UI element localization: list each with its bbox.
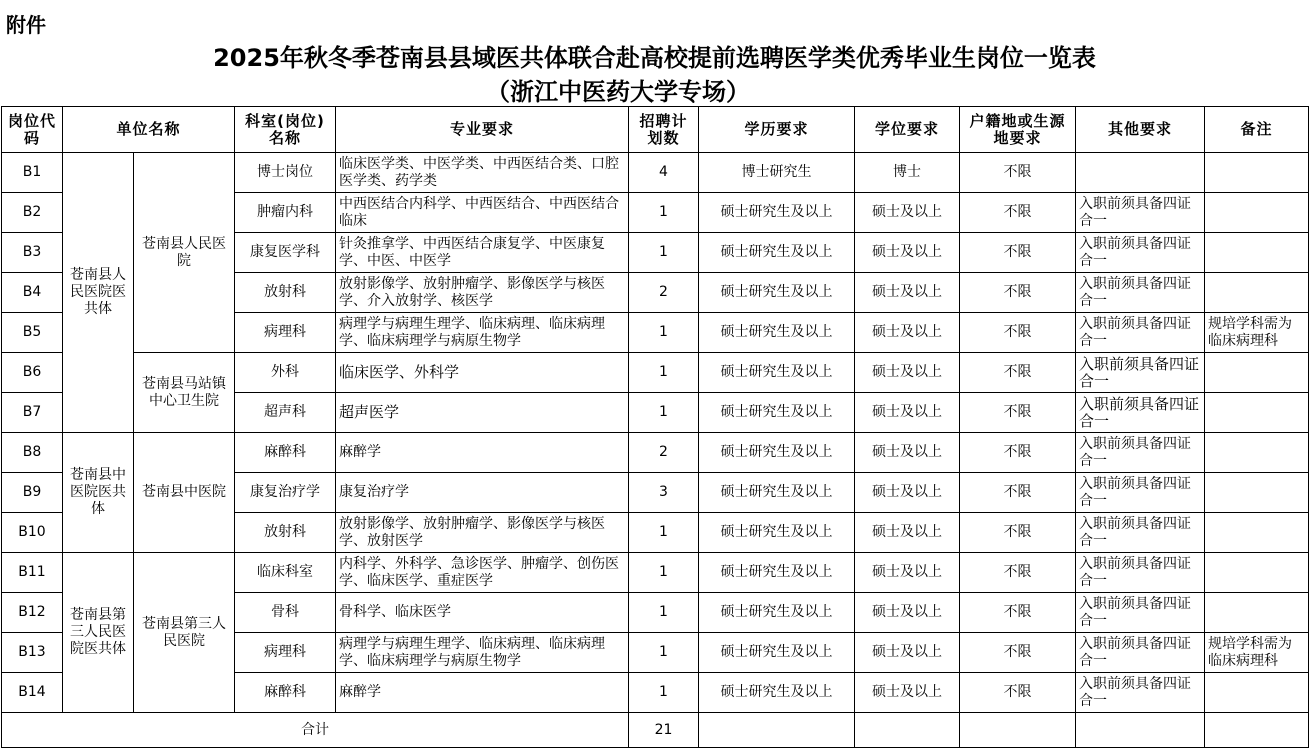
cell-other: 入职前须具备四证合一 [1076, 513, 1205, 553]
cell-degree: 硕士及以上 [855, 633, 960, 673]
cell-code: B9 [2, 473, 63, 513]
cell-remark [1205, 153, 1309, 193]
cell-major: 麻醉学 [336, 673, 629, 713]
cell-edu: 硕士研究生及以上 [699, 633, 855, 673]
cell-plan: 1 [629, 233, 699, 273]
cell-remark [1205, 233, 1309, 273]
positions-table [1, 106, 1309, 748]
cell-other [1076, 153, 1205, 193]
cell-code: B14 [2, 673, 63, 713]
cell-code: B7 [2, 393, 63, 433]
cell-edu: 硕士研究生及以上 [699, 353, 855, 393]
cell-dept: 麻醉科 [235, 673, 336, 713]
cell-other: 入职前须具备四证合一 [1076, 353, 1205, 393]
header-row [2, 107, 1309, 153]
table-row [2, 553, 1309, 593]
cell-remark [1205, 673, 1309, 713]
total-empty-cell [1076, 713, 1205, 748]
cell-dept: 放射科 [235, 513, 336, 553]
cell-code: B12 [2, 593, 63, 633]
header-plan: 招聘计划数 [629, 107, 699, 153]
total-empty-cell [960, 713, 1076, 748]
cell-origin: 不限 [960, 233, 1076, 273]
cell-origin: 不限 [960, 273, 1076, 313]
cell-edu: 硕士研究生及以上 [699, 233, 855, 273]
cell-plan: 1 [629, 553, 699, 593]
unit-name: 苍南县中医院 [134, 433, 235, 553]
cell-code: B2 [2, 193, 63, 233]
cell-major: 临床医学类、中医学类、中西医结合类、口腔医学类、药学类 [336, 153, 629, 193]
cell-remark [1205, 193, 1309, 233]
cell-code: B3 [2, 233, 63, 273]
cell-other: 入职前须具备四证合一 [1076, 673, 1205, 713]
page-title: 2025年秋冬季苍南县县域医共体联合赴高校提前选聘医学类优秀毕业生岗位一览表 [213, 44, 1096, 72]
cell-other: 入职前须具备四证合一 [1076, 553, 1205, 593]
cell-edu: 硕士研究生及以上 [699, 473, 855, 513]
cell-code: B1 [2, 153, 63, 193]
cell-dept: 康复医学科 [235, 233, 336, 273]
cell-other: 入职前须具备四证合一 [1076, 193, 1205, 233]
cell-plan: 1 [629, 193, 699, 233]
total-value: 21 [629, 713, 699, 748]
cell-major: 超声医学 [336, 393, 629, 433]
group-name: 苍南县人民医院医共体 [63, 153, 134, 433]
cell-plan: 4 [629, 153, 699, 193]
cell-edu: 硕士研究生及以上 [699, 593, 855, 633]
cell-remark [1205, 473, 1309, 513]
cell-major: 麻醉学 [336, 433, 629, 473]
cell-major: 中西医结合内科学、中西医结合、中西医结合临床 [336, 193, 629, 233]
group-name: 苍南县中医院医共体 [63, 433, 134, 553]
cell-origin: 不限 [960, 313, 1076, 353]
cell-major: 临床医学、外科学 [336, 353, 629, 393]
cell-major: 病理学与病理生理学、临床病理、临床病理学、临床病理学与病原生物学 [336, 633, 629, 673]
cell-edu: 硕士研究生及以上 [699, 313, 855, 353]
table-row [2, 353, 1309, 393]
cell-major: 康复治疗学 [336, 473, 629, 513]
cell-edu: 博士研究生 [699, 153, 855, 193]
cell-degree: 硕士及以上 [855, 513, 960, 553]
cell-other: 入职前须具备四证合一 [1076, 593, 1205, 633]
cell-other: 入职前须具备四证合一 [1076, 313, 1205, 353]
cell-degree: 硕士及以上 [855, 353, 960, 393]
cell-origin: 不限 [960, 673, 1076, 713]
cell-other: 入职前须具备四证合一 [1076, 633, 1205, 673]
cell-plan: 1 [629, 593, 699, 633]
group-name: 苍南县第三人民医院医共体 [63, 553, 134, 713]
cell-major: 放射影像学、放射肿瘤学、影像医学与核医学、介入放射学、核医学 [336, 273, 629, 313]
cell-remark [1205, 553, 1309, 593]
header-major: 专业要求 [336, 107, 629, 153]
cell-degree: 硕士及以上 [855, 473, 960, 513]
cell-dept: 放射科 [235, 273, 336, 313]
cell-dept: 麻醉科 [235, 433, 336, 473]
cell-origin: 不限 [960, 393, 1076, 433]
cell-origin: 不限 [960, 553, 1076, 593]
cell-edu: 硕士研究生及以上 [699, 193, 855, 233]
cell-degree: 硕士及以上 [855, 673, 960, 713]
total-empty-cell [1205, 713, 1309, 748]
total-empty-cell [699, 713, 855, 748]
total-label: 合计 [2, 713, 629, 748]
cell-remark [1205, 353, 1309, 393]
cell-remark [1205, 593, 1309, 633]
cell-plan: 1 [629, 673, 699, 713]
cell-code: B5 [2, 313, 63, 353]
cell-other: 入职前须具备四证合一 [1076, 473, 1205, 513]
cell-plan: 2 [629, 273, 699, 313]
cell-remark [1205, 433, 1309, 473]
cell-plan: 2 [629, 433, 699, 473]
cell-degree: 硕士及以上 [855, 553, 960, 593]
cell-dept: 病理科 [235, 633, 336, 673]
header-origin: 户籍地或生源地要求 [960, 107, 1076, 153]
header-remark: 备注 [1205, 107, 1309, 153]
cell-origin: 不限 [960, 513, 1076, 553]
cell-code: B8 [2, 433, 63, 473]
cell-edu: 硕士研究生及以上 [699, 553, 855, 593]
cell-edu: 硕士研究生及以上 [699, 273, 855, 313]
cell-major: 放射影像学、放射肿瘤学、影像医学与核医学、放射医学 [336, 513, 629, 553]
cell-dept: 超声科 [235, 393, 336, 433]
cell-origin: 不限 [960, 593, 1076, 633]
cell-edu: 硕士研究生及以上 [699, 513, 855, 553]
cell-dept: 外科 [235, 353, 336, 393]
cell-edu: 硕士研究生及以上 [699, 393, 855, 433]
cell-edu: 硕士研究生及以上 [699, 433, 855, 473]
cell-degree: 硕士及以上 [855, 393, 960, 433]
cell-other: 入职前须具备四证合一 [1076, 273, 1205, 313]
cell-degree: 硕士及以上 [855, 273, 960, 313]
cell-dept: 临床科室 [235, 553, 336, 593]
cell-code: B11 [2, 553, 63, 593]
cell-plan: 3 [629, 473, 699, 513]
cell-remark [1205, 273, 1309, 313]
cell-plan: 1 [629, 513, 699, 553]
cell-code: B6 [2, 353, 63, 393]
cell-origin: 不限 [960, 433, 1076, 473]
cell-major: 骨科学、临床医学 [336, 593, 629, 633]
cell-plan: 1 [629, 313, 699, 353]
cell-degree: 硕士及以上 [855, 433, 960, 473]
cell-remark: 规培学科需为临床病理科 [1205, 313, 1309, 353]
cell-plan: 1 [629, 633, 699, 673]
cell-degree: 博士 [855, 153, 960, 193]
cell-code: B10 [2, 513, 63, 553]
cell-dept: 康复治疗学 [235, 473, 336, 513]
header-dept: 科室(岗位)名称 [235, 107, 336, 153]
annex-label: 附件 [6, 13, 46, 37]
header-unit: 单位名称 [63, 107, 235, 153]
cell-dept: 病理科 [235, 313, 336, 353]
cell-origin: 不限 [960, 353, 1076, 393]
cell-major: 针灸推拿学、中西医结合康复学、中医康复学、中医、中医学 [336, 233, 629, 273]
cell-remark [1205, 393, 1309, 433]
cell-degree: 硕士及以上 [855, 193, 960, 233]
cell-origin: 不限 [960, 633, 1076, 673]
page-subtitle: （浙江中医药大学专场） [486, 78, 750, 106]
total-empty-cell [855, 713, 960, 748]
cell-plan: 1 [629, 393, 699, 433]
cell-dept: 肿瘤内科 [235, 193, 336, 233]
cell-degree: 硕士及以上 [855, 593, 960, 633]
unit-name: 苍南县第三人民医院 [134, 553, 235, 713]
cell-major: 内科学、外科学、急诊医学、肿瘤学、创伤医学、临床医学、重症医学 [336, 553, 629, 593]
header-degree: 学位要求 [855, 107, 960, 153]
cell-dept: 骨科 [235, 593, 336, 633]
header-other: 其他要求 [1076, 107, 1205, 153]
total-row [2, 713, 1309, 748]
cell-code: B13 [2, 633, 63, 673]
cell-origin: 不限 [960, 193, 1076, 233]
cell-edu: 硕士研究生及以上 [699, 673, 855, 713]
cell-other: 入职前须具备四证合一 [1076, 433, 1205, 473]
cell-dept: 博士岗位 [235, 153, 336, 193]
table-row [2, 153, 1309, 193]
unit-name: 苍南县人民医院 [134, 153, 235, 353]
cell-code: B4 [2, 273, 63, 313]
header-edu: 学历要求 [699, 107, 855, 153]
cell-degree: 硕士及以上 [855, 233, 960, 273]
table-row [2, 433, 1309, 473]
cell-origin: 不限 [960, 153, 1076, 193]
cell-plan: 1 [629, 353, 699, 393]
header-code: 岗位代码 [2, 107, 63, 153]
cell-other: 入职前须具备四证合一 [1076, 233, 1205, 273]
cell-other: 入职前须具备四证合一 [1076, 393, 1205, 433]
cell-degree: 硕士及以上 [855, 313, 960, 353]
cell-major: 病理学与病理生理学、临床病理、临床病理学、临床病理学与病原生物学 [336, 313, 629, 353]
cell-remark: 规培学科需为临床病理科 [1205, 633, 1309, 673]
cell-remark [1205, 513, 1309, 553]
cell-origin: 不限 [960, 473, 1076, 513]
unit-name: 苍南县马站镇中心卫生院 [134, 353, 235, 433]
